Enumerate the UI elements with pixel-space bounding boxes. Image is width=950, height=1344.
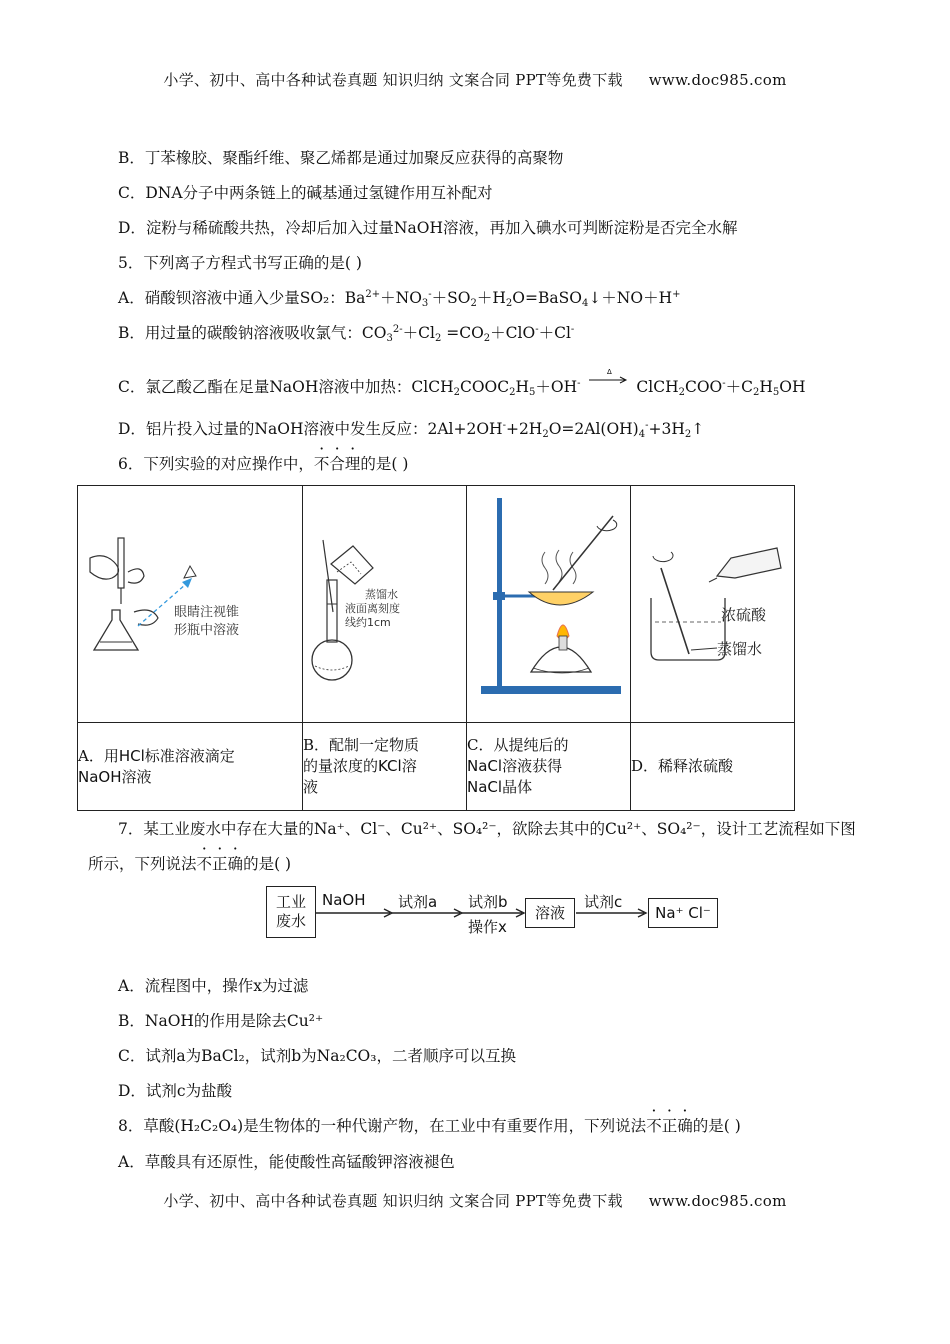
q7-stem-post: 的是( ) bbox=[243, 855, 292, 873]
header-text: 小学、初中、高中各种试卷真题 知识归纳 文案合同 PPT等免费下载 bbox=[163, 71, 623, 89]
caption-b-text: 的量浓度的 bbox=[303, 757, 379, 775]
q6-stem bbox=[118, 452, 408, 474]
emphasis-char: 理 bbox=[344, 455, 361, 473]
flow-box-wastewater-text bbox=[276, 893, 306, 931]
q7-stem-pre: 所示，下列说法 bbox=[88, 855, 197, 873]
q4-option-c: C．DNA分子中两条链上的碱基通过氢键作用互补配对 bbox=[118, 184, 493, 202]
fig-b-note-3: 线约1cm bbox=[345, 616, 391, 629]
caption-b-text: 液 bbox=[303, 778, 319, 796]
flow-reagent-b: 试剂b bbox=[468, 893, 508, 911]
volumetric-flask-figure bbox=[303, 486, 466, 718]
caption-c bbox=[467, 723, 631, 811]
caption-a-formula: NaOH bbox=[78, 767, 122, 786]
titration-figure bbox=[78, 486, 302, 718]
emphasis-char: 合 bbox=[329, 455, 345, 473]
flow-box-solution: 溶液 bbox=[525, 898, 575, 928]
fig-a-note-1: 眼睛注视锥 bbox=[174, 605, 240, 620]
fig-d-label-1: 浓硫酸 bbox=[721, 606, 767, 624]
flow-box-wastewater bbox=[266, 886, 316, 938]
figure-cell-c bbox=[467, 486, 631, 723]
caption-b-text: 溶 bbox=[401, 757, 417, 775]
q5-stem: 5．下列离子方程式书写正确的是( ) bbox=[118, 254, 362, 272]
q5-c-prefix: C．氯乙酸乙酯在足量NaOH溶液中加热： bbox=[118, 378, 412, 396]
caption-d-text: D．稀释浓硫酸 bbox=[631, 757, 734, 775]
q5-c-equation-right: $ClCH_2COO^-+C_2H_5OH$ bbox=[636, 378, 806, 398]
caption-a-text: 溶液 bbox=[121, 767, 152, 786]
q5-d-equation: $2Al+2OH^-+2H_2O=2Al(OH)_4^-+3H_2↑$ bbox=[427, 420, 705, 440]
emphasis-char: 正 bbox=[661, 1117, 678, 1135]
emphasis-char: 正 bbox=[212, 855, 228, 873]
flow-box-line: 工业 bbox=[275, 893, 306, 911]
q7-stem-line-2 bbox=[88, 852, 291, 874]
caption-c-text: C．从提纯后的 bbox=[467, 736, 569, 754]
caption-a-text: A．用 bbox=[78, 746, 119, 765]
page-footer bbox=[0, 1190, 950, 1211]
q6-experiment-table bbox=[77, 485, 795, 811]
flow-box-line: 废水 bbox=[275, 912, 306, 930]
emphasis-char: 不 bbox=[196, 855, 213, 873]
q7-option-b: B．NaOH的作用是除去Cu²⁺ bbox=[118, 1012, 324, 1030]
q8-stem-post: 的是( ) bbox=[692, 1117, 741, 1135]
q5-c-equation-left: $ClCH_2COOC_2H_5+OH^-$ bbox=[411, 378, 581, 398]
fig-d-label-2: 蒸馏水 bbox=[717, 640, 763, 658]
q7-option-a: A．流程图中，操作x为过滤 bbox=[118, 977, 309, 995]
caption-c-text: 溶液获得 bbox=[502, 757, 563, 775]
caption-d bbox=[631, 723, 795, 811]
q5-option-d bbox=[118, 417, 704, 439]
caption-a-formula: HCl bbox=[118, 746, 145, 765]
dilution-figure bbox=[631, 486, 794, 718]
footer-url[interactable]: www.doc985.com bbox=[648, 1192, 787, 1210]
flow-reagent-naoh: NaOH bbox=[322, 891, 366, 909]
q5-option-a bbox=[118, 286, 680, 308]
evaporation-figure bbox=[467, 486, 630, 718]
caption-c-text: 晶体 bbox=[502, 778, 533, 796]
caption-b-text: B．配制一定物质 bbox=[303, 736, 420, 754]
caption-c-formula: NaCl bbox=[467, 757, 503, 775]
footer-text: 小学、初中、高中各种试卷真题 知识归纳 文案合同 PPT等免费下载 bbox=[163, 1192, 623, 1210]
q5-d-prefix: D．铝片投入过量的NaOH溶液中发生反应： bbox=[118, 420, 428, 438]
q6-stem-pre: 6．下列实验的对应操作中， bbox=[118, 455, 314, 473]
caption-c-formula: NaCl bbox=[467, 778, 503, 796]
fig-a-note-2: 形瓶中溶液 bbox=[174, 623, 240, 638]
flow-operation-x: 操作x bbox=[468, 918, 507, 936]
q8-option-a: A．草酸具有还原性，能使酸性高锰酸钾溶液褪色 bbox=[118, 1153, 455, 1171]
caption-a bbox=[78, 723, 303, 811]
flow-box-product: Na⁺ Cl⁻ bbox=[648, 898, 718, 928]
q5-option-c bbox=[118, 368, 806, 397]
emphasis-char: 不 bbox=[313, 455, 330, 473]
q5-a-equation: $Ba^{2+}+NO_3^-+SO_2+H_2O=BaSO_4↓+NO+H^+$ bbox=[344, 289, 681, 309]
q7-option-c: C．试剂a为BaCl₂，试剂b为Na₂CO₃，二者顺序可以互换 bbox=[118, 1047, 516, 1065]
q4-option-b: B．丁苯橡胶、聚酯纤维、聚乙烯都是通过加聚反应获得的高聚物 bbox=[118, 149, 564, 167]
emphasis-char: 不 bbox=[646, 1117, 662, 1135]
svg-text:Δ: Δ bbox=[607, 368, 613, 376]
emphasis-char: 确 bbox=[227, 855, 244, 873]
q7-stem-line-1: 7．某工业废水中存在大量的Na⁺、Cl⁻、Cu²⁺、SO₄²⁻，欲除去其中的Cu²⁺、SO₄²⁻，设计工艺流程如下图 bbox=[118, 820, 856, 838]
flow-reagent-c: 试剂c bbox=[584, 893, 623, 911]
q5-option-b bbox=[118, 321, 574, 343]
q8-stem-pre: 8．草酸(H₂C₂O₄)是生物体的一种代谢产物，在工业中有重要作用，下列说法 bbox=[118, 1117, 647, 1135]
header-url[interactable]: www.doc985.com bbox=[648, 71, 787, 89]
q7-option-d: D．试剂c为盐酸 bbox=[118, 1082, 233, 1100]
fig-b-note-1: 蒸馏水 bbox=[365, 588, 398, 601]
caption-b-formula: KCl bbox=[378, 757, 402, 775]
caption-a-text: 标准溶液滴定 bbox=[144, 746, 235, 765]
q5-a-prefix: A．硝酸钡溶液中通入少量SO₂： bbox=[118, 289, 345, 307]
q6-stem-post: 的是( ) bbox=[360, 455, 409, 473]
fig-b-note-2: 液面离刻度 bbox=[345, 602, 400, 615]
q4-option-d: D．淀粉与稀硫酸共热，冷却后加入过量NaOH溶液，再加入碘水可判断淀粉是否完全水解 bbox=[118, 219, 738, 237]
figure-cell-b bbox=[303, 486, 467, 723]
q5-b-prefix: B．用过量的碳酸钠溶液吸收氯气： bbox=[118, 324, 362, 342]
page-header bbox=[0, 69, 950, 90]
q5-b-equation: $CO_3^{2-}+Cl_2 =CO_2+ClO^-+Cl^-$ bbox=[361, 324, 575, 344]
q8-stem bbox=[118, 1114, 741, 1136]
caption-b bbox=[303, 723, 467, 811]
figure-cell-a bbox=[78, 486, 303, 723]
flow-reagent-a: 试剂a bbox=[398, 893, 438, 911]
heat-arrow-icon bbox=[587, 368, 629, 390]
emphasis-char: 确 bbox=[677, 1117, 693, 1135]
figure-cell-d bbox=[631, 486, 795, 723]
